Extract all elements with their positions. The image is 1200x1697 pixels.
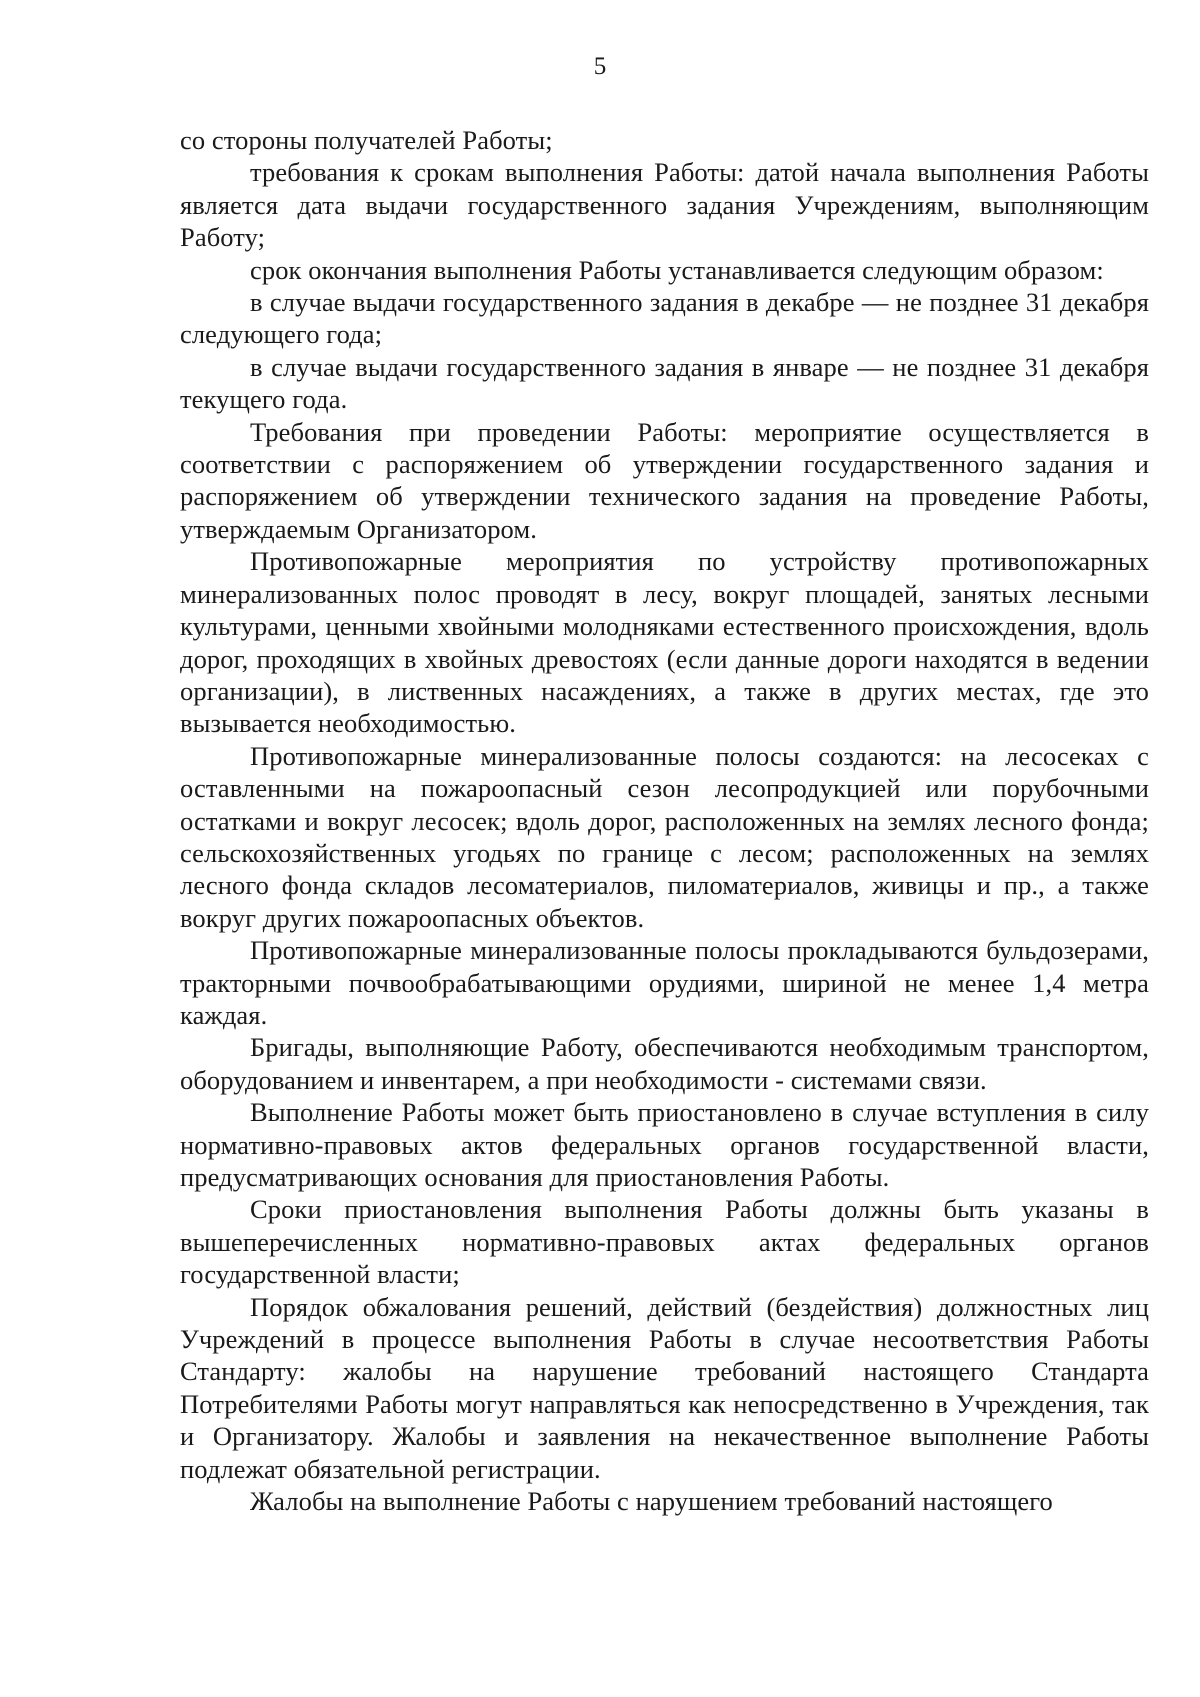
paragraph: в случае выдачи государственного задания в январе — не позднее 31 декабря текущего года.	[180, 351, 1149, 415]
paragraph: в случае выдачи государственного задания в декабре — не позднее 31 декабря следующего года;	[180, 287, 1149, 350]
paragraph: Выполнение Работы может быть приостановлено в случае вступления в силу нормативно-правовых актов федеральных органов государственной власти, предусматривающих основания для приостановления Работы.	[180, 1097, 1149, 1192]
paragraph: Жалобы на выполнение Работы с нарушением требований настоящего	[250, 1486, 1053, 1517]
paragraph: Сроки приостановления выполнения Работы должны быть указаны в вышеперечисленных нормативно-правовых актах федеральных органов государственной власти;	[180, 1194, 1149, 1290]
page-number: 5	[593, 53, 607, 80]
paragraph: Требования при проведении Работы: мероприятие осуществляется в соответствии с распоряжением об утверждении государственного задания и распоряжением об утверждении технического задания на проведение Работы, утверждаемым Организатором.	[180, 416, 1149, 544]
paragraph: требования к срокам выполнения Работы: датой начала выполнения Работы является дата выдачи государственного задания Учреждениям, выполняющим Работу;	[180, 157, 1149, 253]
paragraph: Противопожарные минерализованные полосы прокладываются бульдозерами, тракторными почвообрабатывающими орудиями, шириной не менее 1,4 метра каждая.	[180, 935, 1149, 1030]
paragraph: Противопожарные мероприятия по устройству противопожарных минерализованных полос проводят в лесу, вокруг площадей, занятых лесными культурами, ценными хвойными молодняками естественного происхождения, вдоль дорог, проходящих в хвойных древостоях (если данные дороги находятся в ведении организации), в лиственных насаждениях, а также в других местах, где это вызывается необходимостью.	[180, 546, 1149, 739]
paragraph: срок окончания выполнения Работы устанавливается следующим образом:	[250, 254, 1104, 285]
document-body	[180, 124, 1149, 1517]
paragraph: со стороны получателей Работы;	[180, 125, 553, 155]
paragraph: Противопожарные минерализованные полосы создаются: на лесосеках с оставленными на пожароопасный сезон лесопродукцией или порубочными остатками и вокруг лесосек; вдоль дорог, расположенных на землях лесного фонда; сельскохозяйственных угодьях по границе с лесом; расположенных на землях лесного фонда складов лесоматериалов, пиломатериалов, живицы и пр., а также вокруг других пожароопасных объектов.	[180, 740, 1149, 933]
paragraph: Порядок обжалования решений, действий (бездействия) должностных лиц Учреждений в процессе выполнения Работы в случае несоответствия Работы Стандарту: жалобы на нарушение требований настоящего Стандарта Потребителями Работы могут направляться как непосредственно в Учреждения, так и Организатору. Жалобы и заявления на некачественное выполнение Работы подлежат обязательной регистрации.	[180, 1291, 1149, 1484]
paragraph: Бригады, выполняющие Работу, обеспечиваются необходимым транспортом, оборудованием и инвентарем, а при необходимости - системами связи.	[180, 1032, 1149, 1095]
